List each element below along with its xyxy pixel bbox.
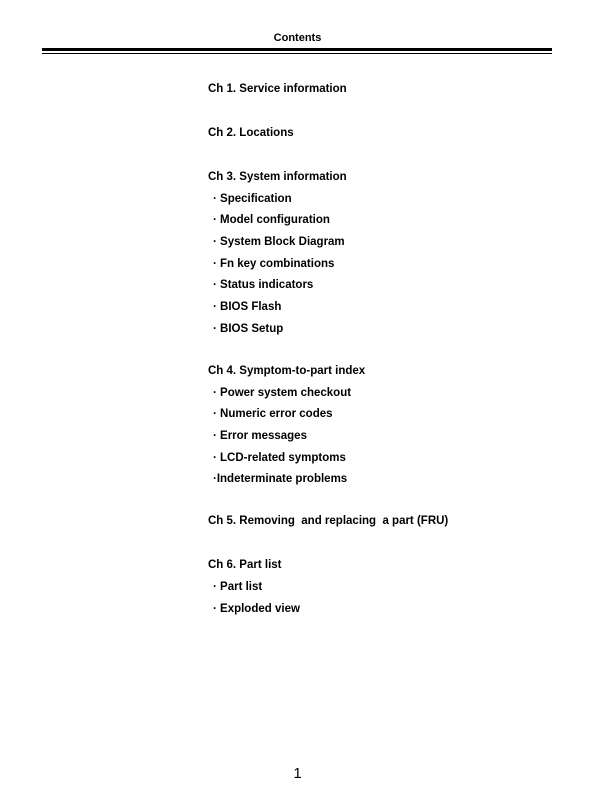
toc-item-list [208, 192, 548, 336]
toc-item-model-configuration[interactable]: · Model configuration [213, 214, 330, 227]
toc-item-status-indicators[interactable]: · Status indicators [213, 279, 314, 292]
toc-item-bios-setup[interactable]: · BIOS Setup [213, 322, 284, 335]
toc-chapter-4 [208, 364, 548, 486]
toc-item-power-system-checkout[interactable]: · Power system checkout [213, 386, 352, 399]
toc-item-error-messages[interactable]: · Error messages [213, 429, 307, 442]
page-title: Contents [273, 32, 322, 44]
toc-item-specification[interactable]: · Specification [213, 192, 292, 205]
header-rule-thin [42, 53, 552, 54]
table-of-contents [208, 82, 548, 646]
toc-chapter-title[interactable]: Ch 3. System information [208, 171, 347, 183]
toc-item-part-list[interactable]: · Part list [213, 580, 263, 593]
toc-item-numeric-error-codes[interactable]: · Numeric error codes [213, 408, 333, 421]
toc-item-indeterminate-problems[interactable]: ·Indeterminate problems [213, 473, 348, 486]
toc-item-lcd-related-symptoms[interactable]: · LCD-related symptoms [213, 451, 346, 464]
toc-chapter-title[interactable]: Ch 2. Locations [208, 127, 294, 139]
toc-item-exploded-view[interactable]: · Exploded view [213, 602, 300, 615]
toc-chapter-title[interactable]: Ch 5. Removing and replacing a part (FRU) [208, 515, 449, 528]
toc-item-bios-flash[interactable]: · BIOS Flash [213, 301, 282, 314]
toc-chapter-title[interactable]: Ch 6. Part list [208, 559, 282, 572]
toc-item-list [208, 386, 548, 487]
toc-chapter-2 [208, 126, 548, 140]
page-number: 1 [293, 765, 302, 782]
toc-item-list [208, 580, 548, 616]
toc-item-fn-key-combinations[interactable]: · Fn key combinations [213, 257, 335, 270]
header-rule-thick [42, 48, 552, 51]
toc-chapter-title[interactable]: Ch 4. Symptom-to-part index [208, 364, 366, 377]
toc-item-system-block-diagram[interactable]: · System Block Diagram [213, 236, 345, 249]
toc-chapter-5 [208, 514, 548, 528]
toc-chapter-title[interactable]: Ch 1. Service information [208, 83, 347, 95]
toc-chapter-6 [208, 558, 548, 615]
toc-chapter-3 [208, 170, 548, 336]
toc-chapter-1 [208, 82, 548, 96]
